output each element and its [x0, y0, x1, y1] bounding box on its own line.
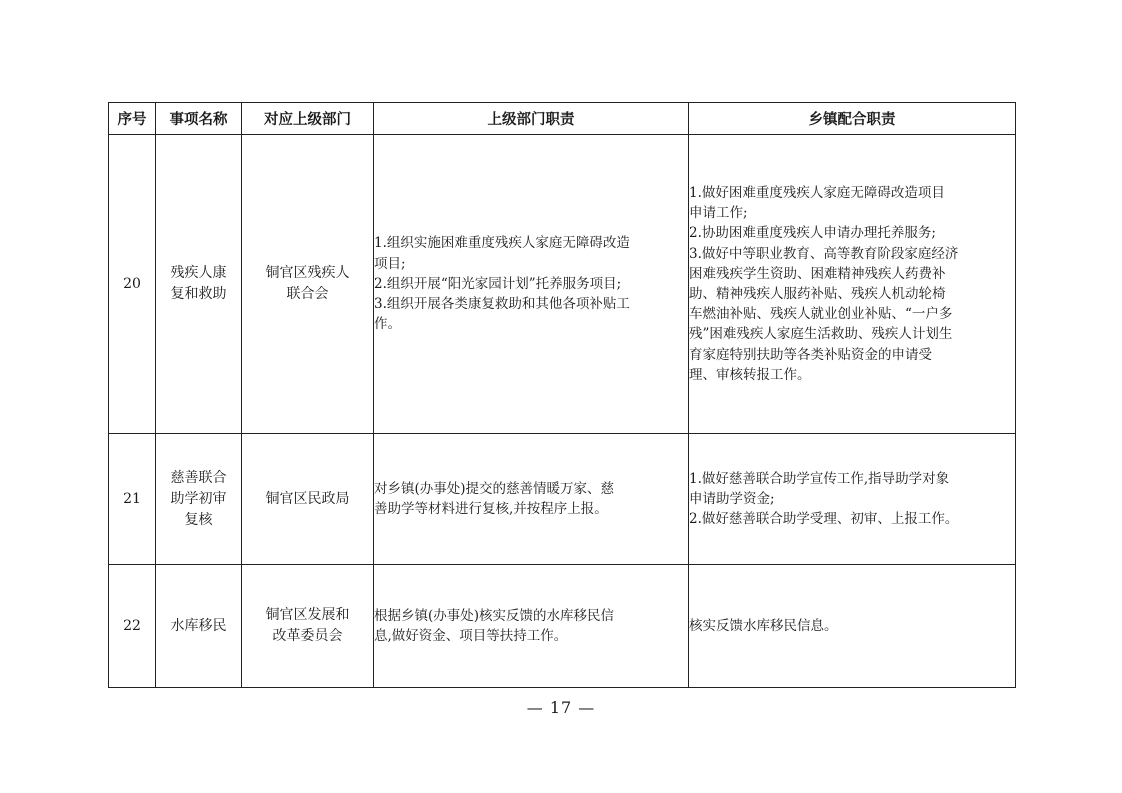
coop-line: 申请工作; — [689, 205, 748, 222]
row-index: 22 — [109, 565, 156, 688]
row-index: 20 — [109, 135, 156, 434]
coop-line: 车燃油补贴、残疾人就业创业补贴、“一户多 — [689, 306, 953, 323]
header-item-name: 事项名称 — [156, 103, 242, 135]
coop-line: 育家庭特别扶助等各类补贴资金的申请受 — [689, 346, 932, 363]
town-duty — [689, 434, 1016, 565]
dept-name — [242, 565, 374, 688]
duty-line: 根据乡镇(办事处)核实反馈的水库移民信 — [374, 607, 615, 624]
dept-duty — [374, 434, 689, 565]
table-row — [109, 565, 1016, 688]
duty-line: 善助学等材料进行复核,并按程序上报。 — [374, 501, 608, 517]
coop-line: 3.做好中等职业教育、高等教育阶段家庭经济 — [689, 245, 959, 262]
header-dept-duty: 上级部门职责 — [374, 103, 689, 135]
coop-line: 困难残疾学生资助、困难精神残疾人药费补 — [689, 265, 946, 282]
dept-name-line: 铜官区发展和 — [265, 607, 350, 623]
duty-line: 3.组织开展各类康复救助和其他各项补贴工 — [374, 296, 630, 313]
duty-line: 对乡镇(办事处)提交的慈善情暖万家、慈 — [374, 480, 615, 497]
dept-name-line: 改革委员会 — [272, 628, 343, 644]
item-name — [156, 135, 242, 434]
coop-line: 1.做好困难重度残疾人家庭无障碍改造项目 — [689, 184, 945, 201]
header-dept: 对应上级部门 — [242, 103, 374, 135]
coop-line: 助、精神残疾人服药补贴、残疾人机动轮椅 — [689, 286, 946, 302]
duty-line: 项目; — [374, 255, 406, 272]
coop-line: 残”困难残疾人家庭生活救助、残疾人计划生 — [689, 326, 953, 343]
coop-line: 2.做好慈善联合助学受理、初审、上报工作。 — [689, 511, 959, 528]
town-duty — [689, 565, 1016, 688]
coop-line: 核实反馈水库移民信息。 — [689, 617, 838, 634]
table-row — [109, 434, 1016, 565]
item-name-line: 复核 — [184, 511, 213, 528]
table-row — [109, 135, 1016, 434]
item-name-line: 助学初审 — [170, 490, 227, 507]
item-name-line: 慈善联合 — [170, 469, 227, 486]
item-name — [156, 565, 242, 688]
dept-name-line: 联合会 — [286, 286, 329, 302]
duty-line: 1.组织实施困难重度残疾人家庭无障碍改造 — [374, 235, 630, 252]
item-name-line: 复和救助 — [170, 286, 227, 302]
town-duty — [689, 135, 1016, 434]
duty-line: 作。 — [374, 316, 401, 333]
dept-name — [242, 434, 374, 565]
duty-table — [108, 102, 1016, 688]
coop-line: 理、审核转报工作。 — [689, 366, 811, 383]
coop-line: 1.做好慈善联合助学宣传工作,指导助学对象 — [689, 470, 950, 487]
dept-name-line: 铜官区残疾人 — [265, 265, 350, 281]
duty-line: 2.组织开展“阳光家园计划”托养服务项目; — [374, 275, 622, 292]
item-name-line: 残疾人康 — [170, 265, 227, 281]
header-index: 序号 — [109, 103, 156, 135]
dept-duty — [374, 135, 689, 434]
header-row — [109, 103, 1016, 135]
duty-line: 息,做好资金、项目等扶持工作。 — [374, 628, 568, 644]
dept-name — [242, 135, 374, 434]
coop-line: 2.协助困难重度残疾人申请办理托养服务; — [689, 225, 936, 242]
item-name — [156, 434, 242, 565]
row-index: 21 — [109, 434, 156, 565]
coop-line: 申请助学资金; — [689, 490, 775, 507]
item-name-line: 水库移民 — [170, 617, 227, 634]
page-number: — 17 — — [526, 698, 596, 717]
dept-name-line: 铜官区民政局 — [265, 490, 350, 507]
header-town-duty: 乡镇配合职责 — [689, 103, 1016, 135]
dept-duty — [374, 565, 689, 688]
